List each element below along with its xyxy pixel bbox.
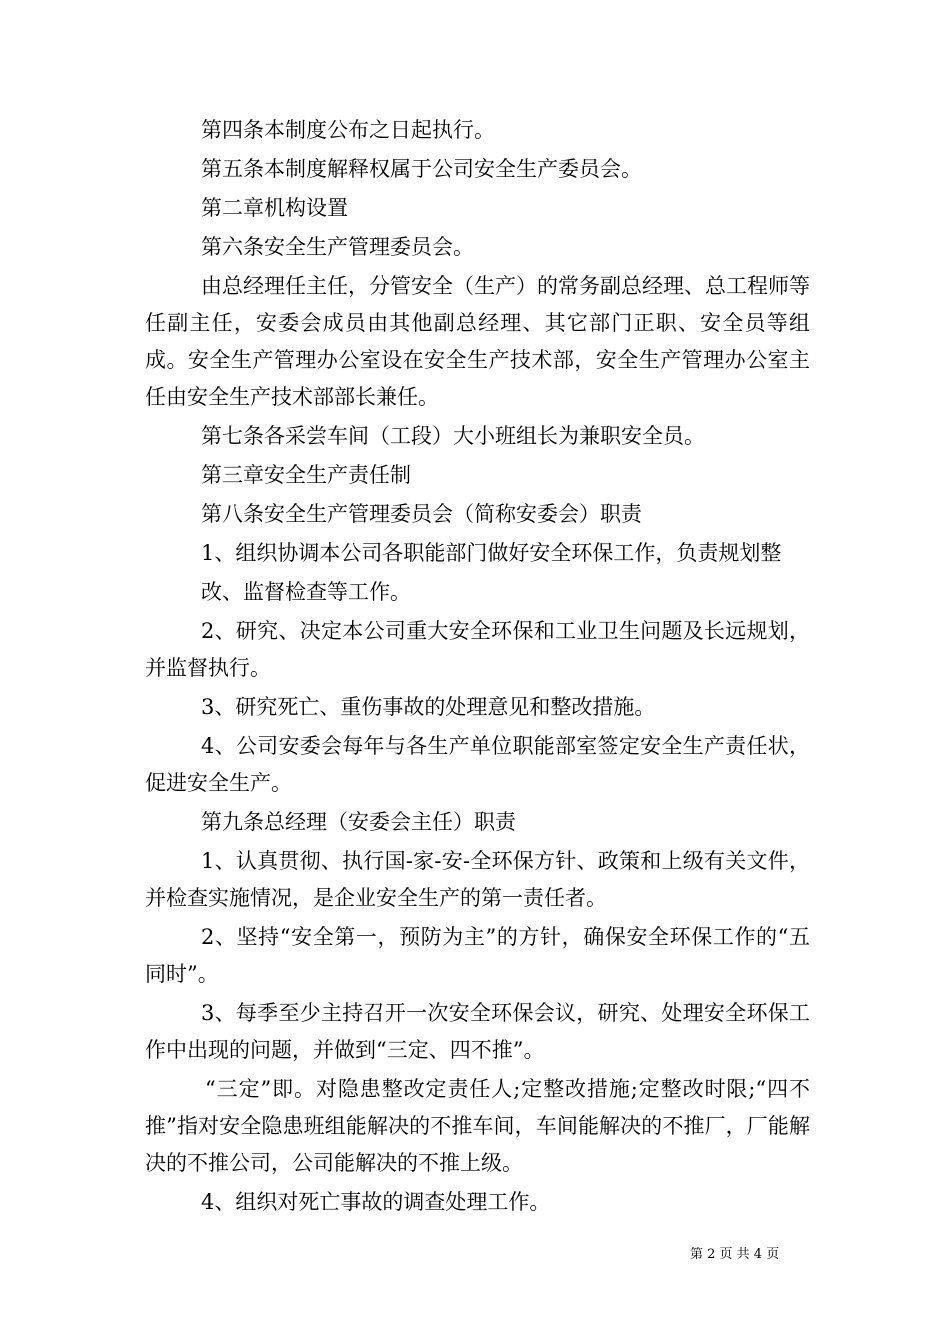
list-item: 4、公司安委会每年与各生产单位职能部室签定安全生产责任状，促进安全生产。: [145, 734, 810, 795]
paragraph: 第七条各采尝车间（工段）大小班组长为兼职安全员。: [201, 424, 705, 448]
paragraph: “三定”即。对隐患整改定责任人;定整改措施;定整改时限;“四不推”指对安全隐患班组能解决的不推车间，车间能解决的不推厂，厂能解决的不推公司，公司能解决的不推上级。: [145, 1077, 810, 1175]
list-item: 3、研究死亡、重伤事故的处理意见和整改措施。: [201, 695, 656, 719]
list-item: 1、认真贯彻、执行国-家-安-全环保方针、政策和上级有关文件，并检查实施情况，是企业安全生产的第一责任者。: [145, 849, 810, 910]
paragraph: 第八条安全生产管理委员会（简称安委会）职责: [201, 502, 642, 526]
list-item: 2、研究、决定本公司重大安全环保和工业卫生问题及长远规划，并监督执行。: [145, 619, 810, 680]
list-item: 2、坚持“安全第一，预防为主”的方针，确保安全环保工作的“五同时”。: [145, 925, 810, 986]
list-item-continuation: 改、监督检查等工作。: [201, 580, 411, 604]
list-item: 4、组织对死亡事故的调查处理工作。: [201, 1190, 551, 1214]
paragraph: 第四条本制度公布之日起执行。: [201, 118, 495, 142]
paragraph: 第五条本制度解释权属于公司安全生产委员会。: [201, 157, 642, 181]
document-body: [145, 112, 810, 1223]
paragraph: 由总经理任主任，分管安全（生产）的常务副总经理、总工程师等任副主任，安委会成员由其他副总经理、其它部门正职、安全员等组成。安全生产管理办公室设在安全生产技术部，安全生产管理办公室主任由安全生产技术部部长兼任。: [145, 274, 810, 409]
page-number: 第 2 页 共 4 页: [690, 1247, 780, 1262]
list-item: 1、组织协调本公司各职能部门做好安全环保工作，负责规划整: [201, 541, 782, 565]
list-item: 3、每季至少主持召开一次安全环保会议，研究、处理安全环保工作中出现的问题，并做到“三定、四不推”。: [145, 1001, 810, 1062]
chapter-heading: 第三章安全生产责任制: [201, 463, 411, 487]
paragraph: 第九条总经理（安委会主任）职责: [201, 810, 516, 834]
chapter-heading: 第二章机构设置: [201, 196, 348, 220]
paragraph: 第六条安全生产管理委员会。: [201, 235, 474, 259]
